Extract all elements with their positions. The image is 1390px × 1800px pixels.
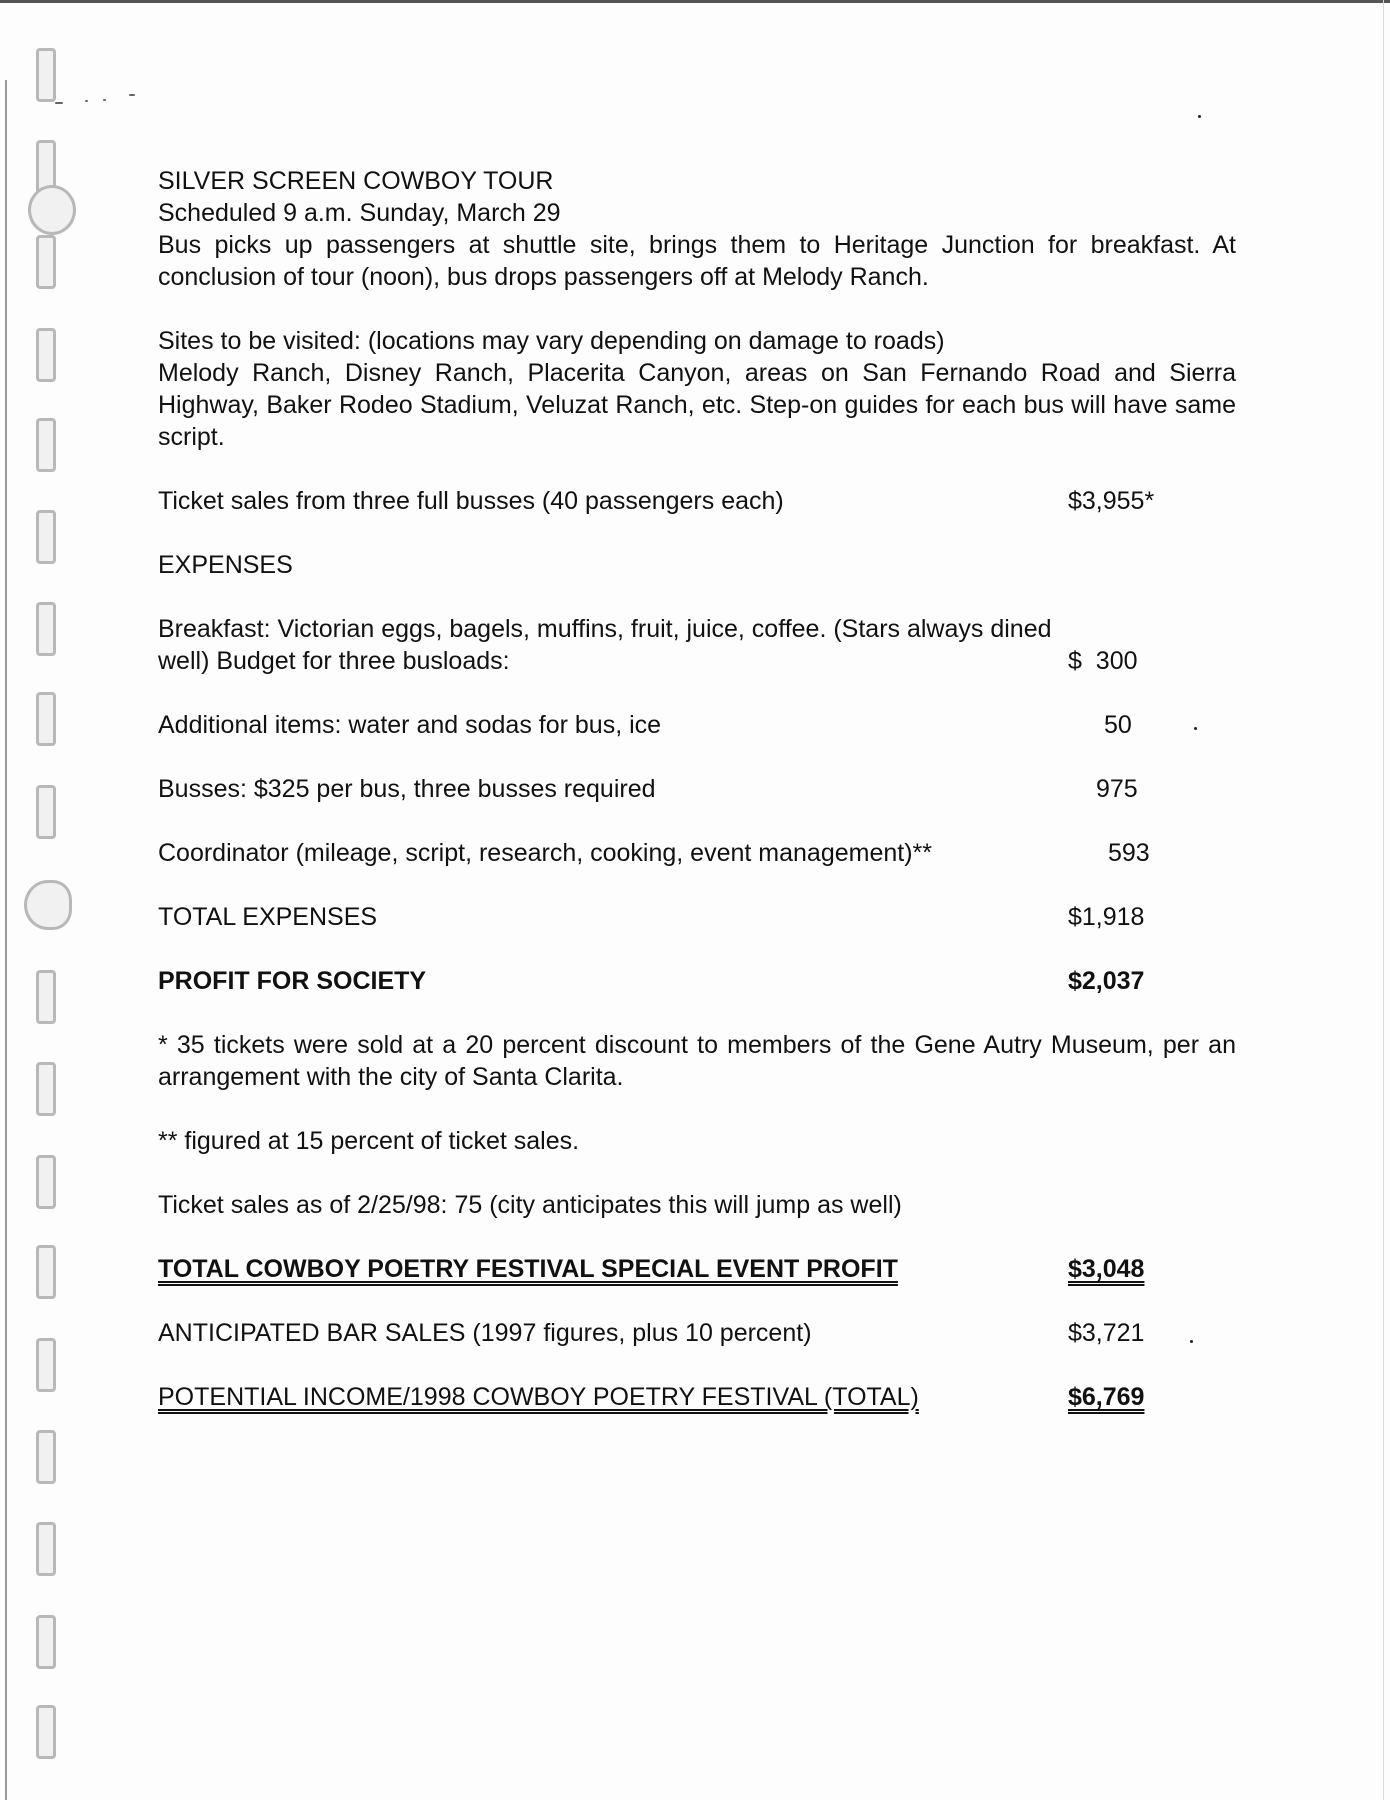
scan-speck bbox=[1198, 115, 1201, 118]
busses-label: Busses: $325 per bus, three busses required bbox=[158, 775, 656, 803]
tour-description: Bus picks up passengers at shuttle site, brings them to Heritage Junction for breakfast. At conclusion of tour (noon), bus drops passengers off at Melody Ranch. bbox=[158, 231, 1236, 291]
coordinator-amount: 593 bbox=[1108, 839, 1150, 867]
special-event-profit-amount: $3,048 bbox=[1068, 1255, 1145, 1283]
additional-items-label: Additional items: water and sodas for bus, ice bbox=[158, 711, 662, 739]
bar-sales-amount: $3,721 bbox=[1068, 1319, 1145, 1347]
special-event-profit-row bbox=[158, 1253, 1236, 1285]
additional-items-amount: 50 bbox=[1104, 711, 1132, 739]
profit-label: PROFIT FOR SOCIETY bbox=[158, 967, 427, 995]
busses-row bbox=[158, 773, 1236, 805]
sites-list: Melody Ranch, Disney Ranch, Placerita Canyon, areas on San Fernando Road and Sierra Highway, Baker Rodeo Stadium, Veluzat Ranch, etc. Step-on guides for each bus will have same script. bbox=[158, 359, 1236, 451]
breakfast-label: well) Budget for three busloads: bbox=[158, 647, 510, 675]
breakfast-line-1: Breakfast: Victorian eggs, bagels, muffins, fruit, juice, coffee. (Stars always dined bbox=[158, 615, 1052, 643]
bar-sales-label: ANTICIPATED BAR SALES (1997 figures, plus 10 percent) bbox=[158, 1319, 812, 1347]
footnote-double-star: ** figured at 15 percent of ticket sales. bbox=[158, 1127, 580, 1155]
coordinator-row bbox=[158, 837, 1236, 869]
potential-income-label: POTENTIAL INCOME/1998 COWBOY POETRY FESTIVAL (TOTAL) bbox=[158, 1383, 919, 1411]
sites-heading: Sites to be visited: (locations may vary depending on damage to roads) bbox=[158, 327, 945, 355]
profit-amount: $2,037 bbox=[1068, 967, 1145, 995]
total-expenses-amount: $1,918 bbox=[1068, 903, 1145, 931]
expenses-heading: EXPENSES bbox=[158, 551, 293, 579]
potential-income-amount: $6,769 bbox=[1068, 1383, 1145, 1411]
scan-smudge bbox=[55, 90, 135, 110]
scan-top-edge bbox=[0, 0, 1390, 3]
ticket-sales-row bbox=[158, 485, 1236, 517]
scan-right-edge bbox=[1383, 0, 1384, 1800]
ticket-sales-amount: $3,955* bbox=[1068, 487, 1155, 515]
coordinator-label: Coordinator (mileage, script, research, cooking, event management)** bbox=[158, 839, 932, 867]
scan-left-edge bbox=[5, 80, 7, 1800]
total-expenses-label: TOTAL EXPENSES bbox=[158, 903, 378, 931]
schedule-line: Scheduled 9 a.m. Sunday, March 29 bbox=[158, 199, 561, 227]
profit-row bbox=[158, 965, 1236, 997]
breakfast-row bbox=[158, 645, 1236, 677]
ticket-sales-asof: Ticket sales as of 2/25/98: 75 (city anticipates this will jump as well) bbox=[158, 1191, 902, 1219]
potential-income-row bbox=[158, 1381, 1236, 1413]
ticket-sales-label: Ticket sales from three full busses (40 passengers each) bbox=[158, 487, 784, 515]
total-expenses-row bbox=[158, 901, 1236, 933]
footnote-single-star: * 35 tickets were sold at a 20 percent discount to members of the Gene Autry Museum, per an arrangement with the city of Santa Clarita. bbox=[158, 1031, 1236, 1091]
bar-sales-row bbox=[158, 1317, 1236, 1349]
document-title: SILVER SCREEN COWBOY TOUR bbox=[158, 167, 554, 195]
additional-items-row bbox=[158, 709, 1236, 741]
document-body bbox=[158, 165, 1236, 1413]
busses-amount: 975 bbox=[1096, 775, 1138, 803]
breakfast-amount: $ 300 bbox=[1068, 647, 1138, 675]
special-event-profit-label: TOTAL COWBOY POETRY FESTIVAL SPECIAL EVENT PROFIT bbox=[158, 1255, 898, 1283]
